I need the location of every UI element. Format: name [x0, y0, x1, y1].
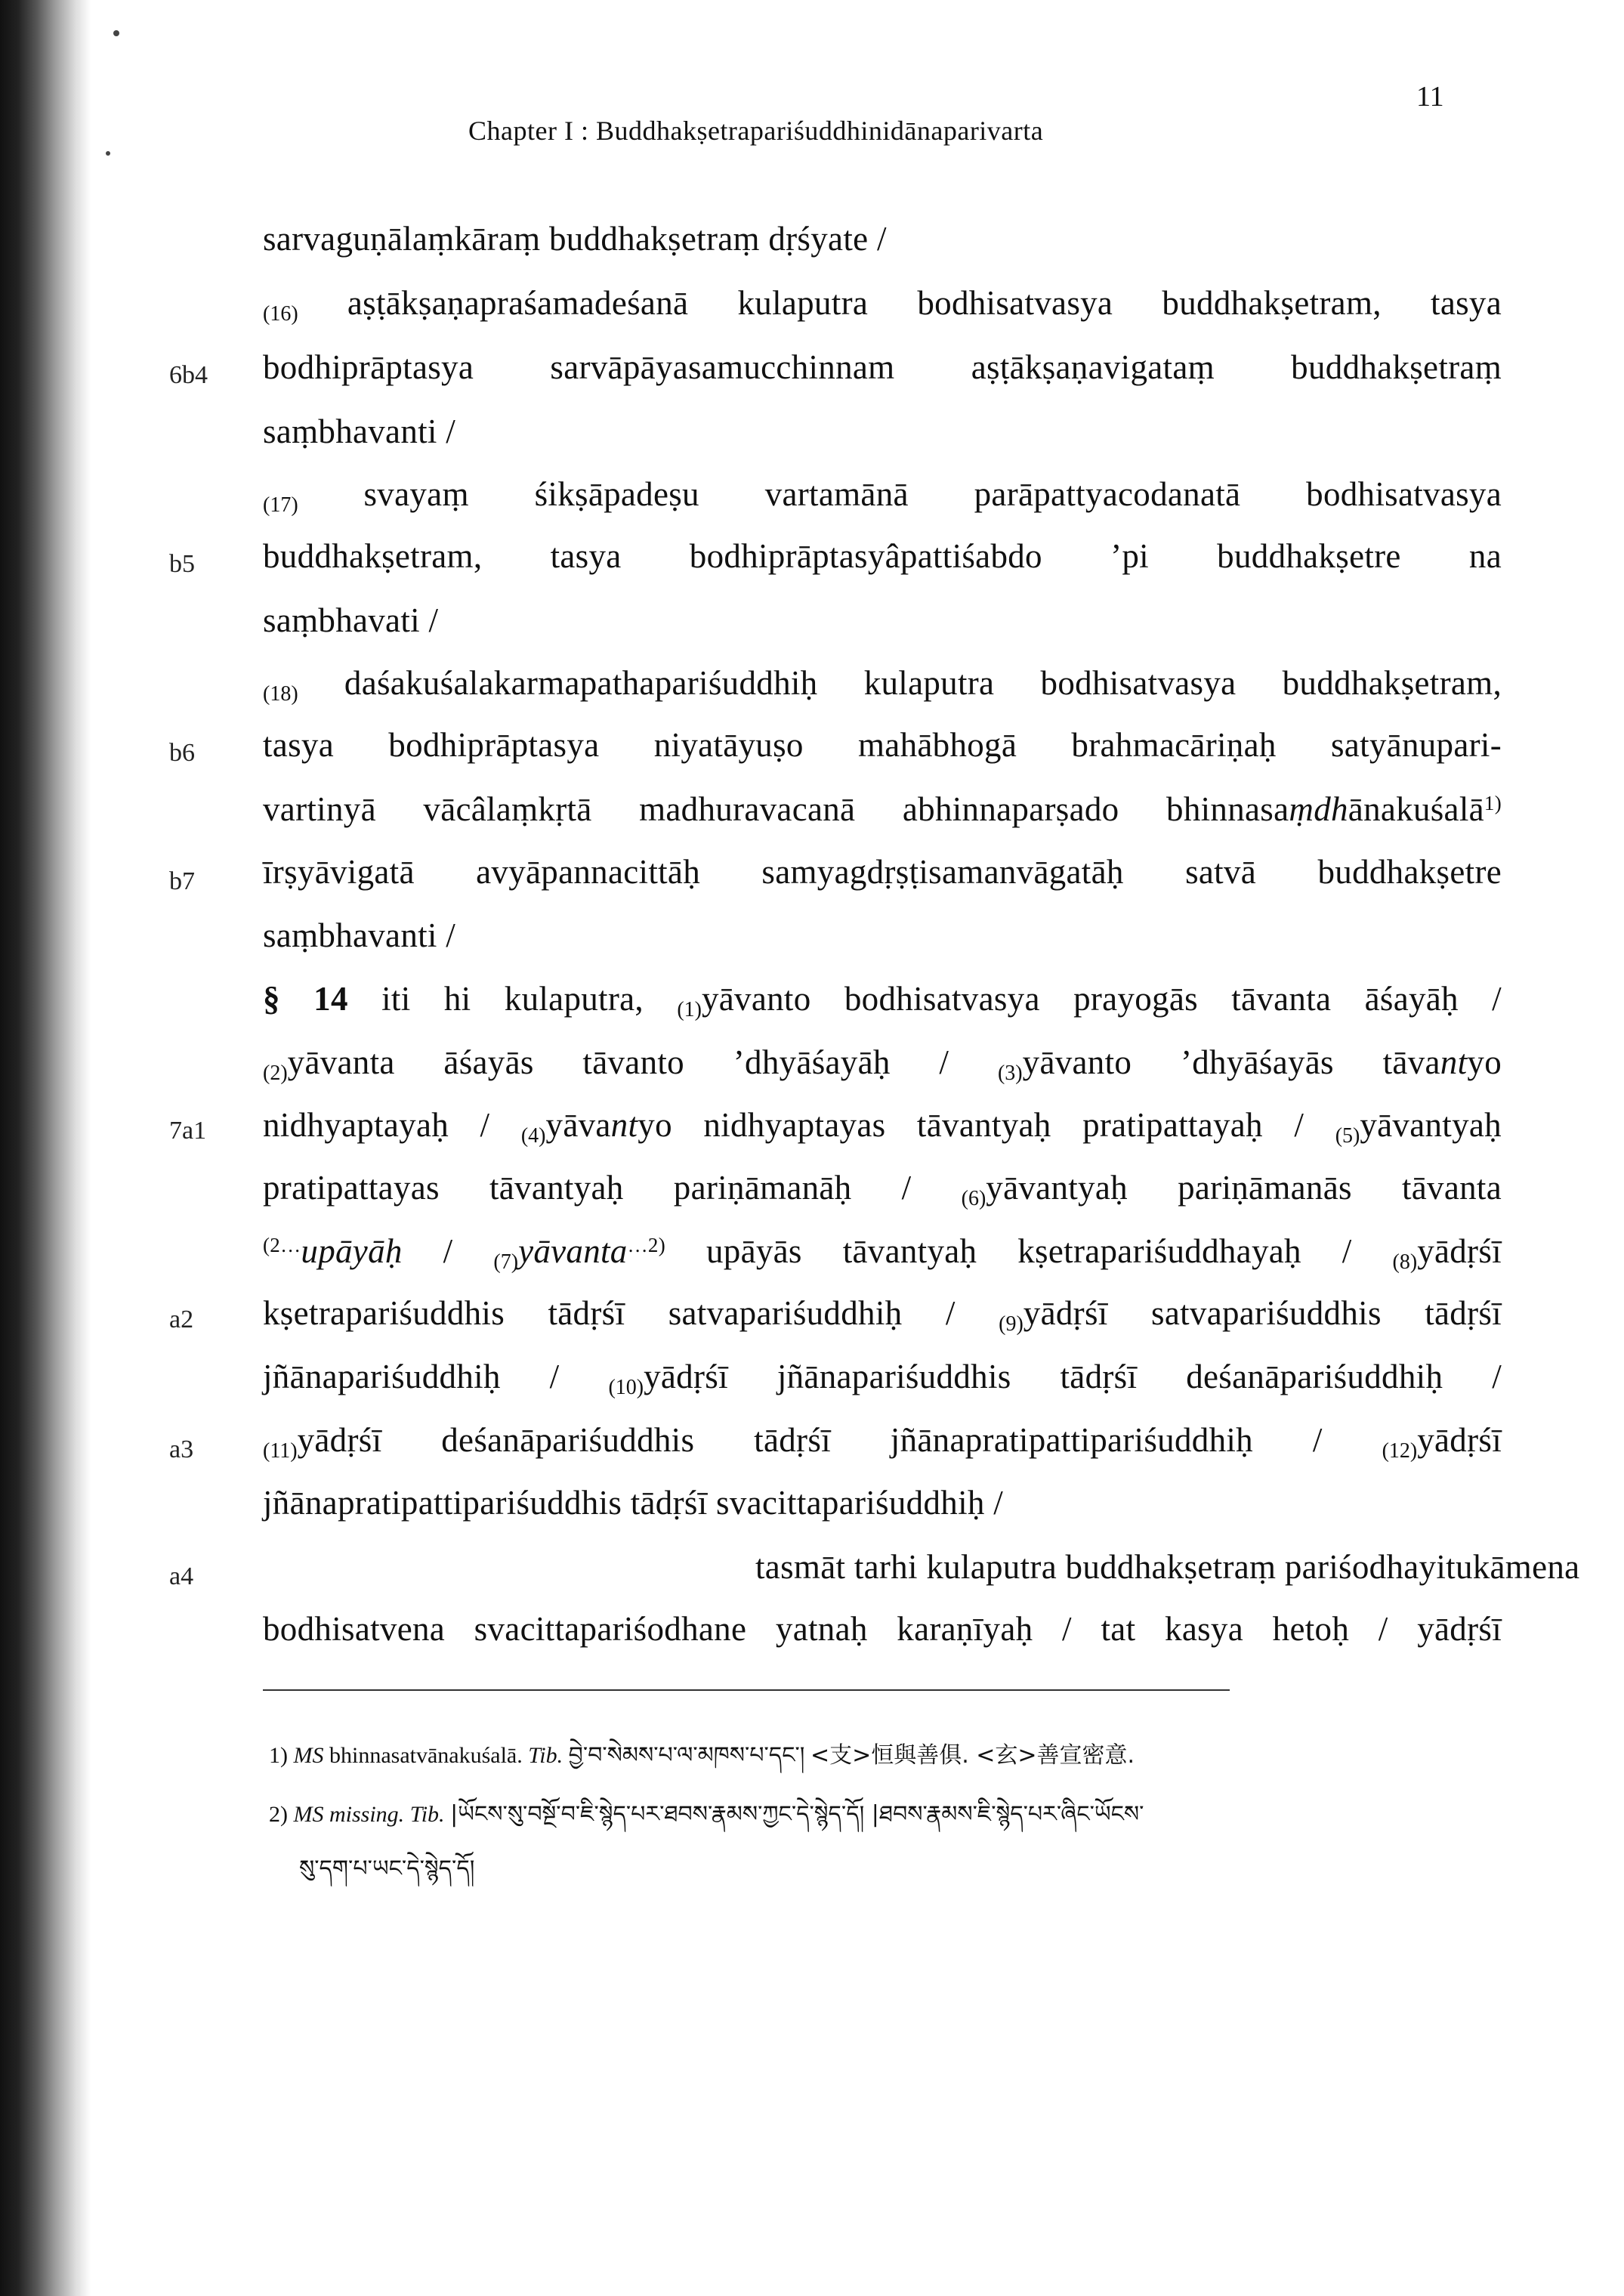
text-segment: aṣṭākṣaṇapraśamadeśanā kulaputra bodhisatvasya buddhakṣetram, tasya [347, 284, 1502, 322]
text-segment: yādṛśī [1417, 1421, 1502, 1459]
margin-folio-label: b7 [169, 867, 195, 895]
text-segment: yādṛśī [1417, 1232, 1502, 1270]
text-segment: jñānapratipattipariśuddhis tādṛśī svacittapariśuddhiḥ / [263, 1484, 1004, 1522]
text-line [263, 1483, 1003, 1522]
text-segment: īrṣyāvigatā avyāpannacittāḥ samyagdṛṣṭisamanvāgatāḥ satvā buddhakṣetre [263, 853, 1502, 891]
paragraph-number: (18) [263, 682, 298, 706]
text-line [263, 1043, 1502, 1086]
text-segment-italic: yāvanta [518, 1232, 628, 1270]
text-line [263, 412, 455, 451]
text-line [263, 1357, 1502, 1400]
text-line [263, 1420, 1502, 1463]
paragraph-number: (2) [263, 1061, 288, 1085]
text-line [263, 474, 1502, 518]
text-segment: saṃbhavanti / [263, 413, 456, 450]
text-line [263, 790, 1502, 829]
editorial-marker: (2… [263, 1234, 301, 1256]
margin-folio-label: 7a1 [169, 1117, 207, 1145]
text-line [263, 219, 887, 258]
paragraph-number: (6) [961, 1187, 986, 1210]
text-segment: kṣetrapariśuddhis tādṛśī satvapariśuddhiḥ / [263, 1294, 956, 1332]
text-segment: buddhakṣetram, tasya bodhiprāptasyâpattiśabdo ’pi buddhakṣetre na [263, 537, 1502, 575]
text-segment: yāvanto bodhisatvasya prayogās tāvanta āśayāḥ / [701, 980, 1502, 1018]
text-segment: yādṛśī satvapariśuddhis tādṛśī [1023, 1294, 1502, 1332]
text-segment: yāvanto ’dhyāśayās tāva [1022, 1043, 1440, 1081]
text-line [263, 916, 455, 955]
text-segment: vartinyā vācâlaṃkṛtā madhuravacanā abhinnaparṣado bhinnasa [263, 790, 1289, 828]
text-line [263, 1293, 1502, 1337]
text-segment: upāyās tāvantyaḥ kṣetrapariśuddhayaḥ / [705, 1232, 1352, 1270]
text-segment-italic: nt [610, 1106, 638, 1144]
paragraph-number: (8) [1392, 1250, 1418, 1274]
scan-speck [106, 151, 110, 156]
text-segment: ānakuśalā [1348, 790, 1484, 828]
book-binding-shadow [0, 0, 91, 2296]
footnote-siglum: MS [293, 1743, 324, 1768]
paragraph-number: (11) [263, 1439, 298, 1463]
text-segment: nidhyaptayaḥ / [263, 1106, 490, 1144]
text-segment: bodhiprāptasya sarvāpāyasamucchinnam aṣṭākṣaṇavigataṃ buddhakṣetraṃ [263, 348, 1502, 386]
paragraph-number: (4) [520, 1124, 546, 1148]
footnote-1 [269, 1730, 1135, 1794]
text-segment: yo [1467, 1043, 1502, 1081]
text-segment: / [443, 1232, 453, 1270]
page-number: 11 [1416, 81, 1444, 113]
text-line [263, 348, 1502, 387]
text-segment: yādṛśī jñānapariśuddhis tādṛśī deśanāpariśuddhiḥ / [644, 1358, 1502, 1395]
footnote-number: 2) [269, 1802, 288, 1827]
text-line [263, 1168, 1502, 1211]
text-line [263, 1105, 1502, 1148]
footnote-siglum: MS missing. [293, 1802, 405, 1827]
text-segment: saṃbhavati / [263, 601, 439, 639]
text-line [755, 1547, 1580, 1587]
margin-folio-label: a2 [169, 1306, 194, 1333]
footnote-text: bhinnasatvānakuśalā. [329, 1743, 523, 1768]
text-line [263, 663, 1502, 706]
text-segment: yāvantyaḥ pariṇāmanās tāvanta [986, 1169, 1502, 1207]
text-segment: yāvanta āśayās tāvanto ’dhyāśayāḥ / [287, 1043, 949, 1081]
text-segment: pratipattayas tāvantyaḥ pariṇāmanāḥ / [263, 1169, 912, 1207]
text-segment: tasya bodhiprāptasya niyatāyuṣo mahābhogā brahmacāriṇaḥ satyānupari- [263, 726, 1502, 764]
margin-folio-label: b5 [169, 550, 195, 578]
footnote-marker: 1) [1484, 792, 1502, 814]
text-segment: sarvaguṇālaṃkāraṃ buddhakṣetraṃ dṛśyate / [263, 220, 887, 258]
paragraph-number: (7) [493, 1250, 519, 1274]
text-segment: yādṛśī deśanāpariśuddhis tādṛśī jñānapratipattipariśuddhiḥ / [297, 1421, 1323, 1459]
footnote-number: 1) [269, 1743, 288, 1768]
text-segment: tasmāt tarhi kulaputra buddhakṣetraṃ pariśodhayitukāmena [755, 1548, 1580, 1586]
text-segment-italic: ṃdh [1289, 790, 1348, 828]
text-line [263, 283, 1502, 326]
text-segment-italic: nt [1440, 1043, 1468, 1081]
footnote-2-continuation [299, 1843, 474, 1907]
footnote-chinese: <支>恒與善俱. <玄>善宣密意. [810, 1742, 1135, 1769]
paragraph-number: (1) [677, 998, 702, 1021]
text-line [263, 979, 1502, 1022]
footnote-tibetan: |ཡོངས་སུ་བསྔོ་བ་ཇི་སྙེད་པར་ཐབས་རྣམས་ཀྱང་དེ་སྙེད་དོ། |ཐབས་རྣམས་ཇི་སྙེད་པར་ཞིང་ཡོངས་ [450, 1801, 1144, 1828]
paragraph-number: (9) [999, 1312, 1023, 1336]
paragraph-number: (17) [263, 493, 298, 517]
footnote-tibetan: སུ་དག་པ་ཡང་དེ་སྙེད་དོ། [299, 1856, 475, 1882]
paragraph-number: (12) [1382, 1439, 1418, 1463]
text-segment-italic: upāyāḥ [301, 1232, 403, 1270]
footnote-rule [263, 1689, 1230, 1691]
paragraph-number: (5) [1335, 1124, 1360, 1148]
margin-folio-label: a3 [169, 1435, 194, 1463]
paragraph-number: (10) [608, 1376, 644, 1399]
text-segment: yo nidhyaptayas tāvantyaḥ pratipattayaḥ / [638, 1106, 1304, 1144]
text-segment: daśakuśalakarmapathapariśuddhiḥ kulaputra bodhisatvasya buddhakṣetram, [344, 664, 1502, 702]
footnote-tibetan: བྱེ་བ་སེམས་པ་ལ་མཁས་པ་དང་། [568, 1742, 805, 1769]
text-segment: yāvantyaḥ [1360, 1106, 1502, 1144]
text-line [263, 852, 1502, 892]
text-segment: saṃbhavanti / [263, 916, 456, 954]
text-segment: svayaṃ śikṣāpadeṣu vartamānā parāpattyacodanatā bodhisatvasya [363, 475, 1502, 513]
footnote-marker: …2) [627, 1234, 666, 1256]
text-line [263, 725, 1502, 765]
footnote-siglum: Tib. [528, 1743, 563, 1768]
text-segment: iti hi kulaputra, [381, 980, 644, 1018]
section-number: § 14 [263, 980, 348, 1018]
text-line [263, 1609, 1502, 1649]
text-line [263, 1231, 1502, 1275]
scan-speck [113, 30, 119, 36]
paragraph-number: (3) [997, 1061, 1023, 1085]
running-head: Chapter I : Buddhakṣetrapariśuddhinidānaparivarta [468, 116, 1044, 146]
margin-folio-label: a4 [169, 1562, 194, 1590]
margin-folio-label: b6 [169, 739, 195, 767]
text-segment: bodhisatvena svacittapariśodhane yatnaḥ karaṇīyaḥ / tat kasya hetoḥ / yādṛśī [263, 1610, 1502, 1648]
margin-folio-label: 6b4 [169, 361, 208, 389]
text-line [263, 601, 438, 640]
paragraph-number: (16) [263, 302, 298, 326]
text-line [263, 536, 1502, 576]
text-segment: jñānapariśuddhiḥ / [263, 1358, 560, 1395]
footnote-siglum: Tib. [409, 1802, 445, 1827]
text-segment: yāva [545, 1106, 611, 1144]
